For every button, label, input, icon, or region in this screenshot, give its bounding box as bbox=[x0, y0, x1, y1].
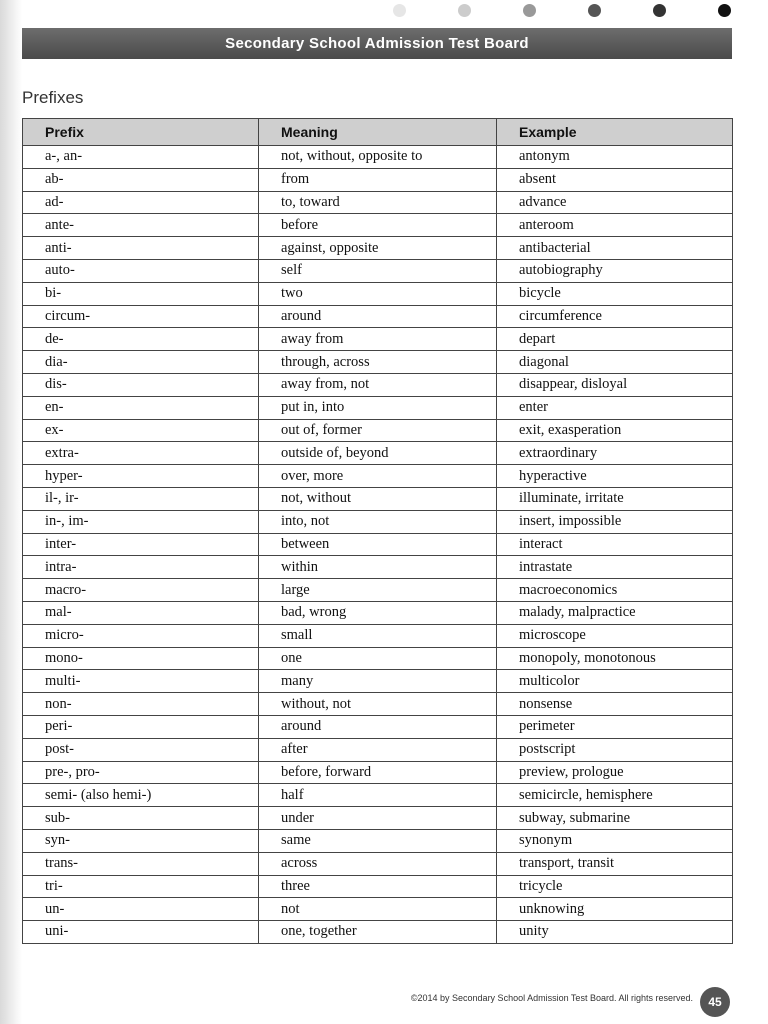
prefix-cell: anti- bbox=[23, 237, 259, 260]
example-cell: bicycle bbox=[497, 282, 733, 305]
prefix-cell: mono- bbox=[23, 647, 259, 670]
table-row bbox=[23, 624, 733, 647]
meaning-cell: out of, former bbox=[259, 419, 497, 442]
prefix-cell: pre-, pro- bbox=[23, 761, 259, 784]
column-header-prefix: Prefix bbox=[23, 119, 259, 146]
prefix-cell: sub- bbox=[23, 807, 259, 830]
meaning-cell: against, opposite bbox=[259, 237, 497, 260]
example-cell: perimeter bbox=[497, 715, 733, 738]
prefix-cell: trans- bbox=[23, 852, 259, 875]
table-row bbox=[23, 829, 733, 852]
example-cell: absent bbox=[497, 168, 733, 191]
table-row bbox=[23, 784, 733, 807]
table-row bbox=[23, 487, 733, 510]
decorative-dot bbox=[393, 4, 406, 17]
prefix-cell: in-, im- bbox=[23, 510, 259, 533]
prefix-cell: bi- bbox=[23, 282, 259, 305]
example-cell: transport, transit bbox=[497, 852, 733, 875]
meaning-cell: over, more bbox=[259, 465, 497, 488]
table-row bbox=[23, 579, 733, 602]
example-cell: postscript bbox=[497, 738, 733, 761]
prefix-cell: syn- bbox=[23, 829, 259, 852]
meaning-cell: same bbox=[259, 829, 497, 852]
prefixes-table bbox=[22, 118, 733, 944]
prefix-cell: un- bbox=[23, 898, 259, 921]
table-row bbox=[23, 168, 733, 191]
table-row bbox=[23, 715, 733, 738]
prefix-cell: auto- bbox=[23, 259, 259, 282]
table-row bbox=[23, 852, 733, 875]
example-cell: extraordinary bbox=[497, 442, 733, 465]
table-row bbox=[23, 237, 733, 260]
copyright-notice: ©2014 by Secondary School Admission Test Board. All rights reserved. bbox=[410, 993, 693, 1003]
meaning-cell: across bbox=[259, 852, 497, 875]
prefix-cell: micro- bbox=[23, 624, 259, 647]
meaning-cell: not, without, opposite to bbox=[259, 146, 497, 169]
meaning-cell: large bbox=[259, 579, 497, 602]
table-row bbox=[23, 601, 733, 624]
example-cell: antonym bbox=[497, 146, 733, 169]
meaning-cell: around bbox=[259, 305, 497, 328]
meaning-cell: not, without bbox=[259, 487, 497, 510]
column-header-example: Example bbox=[497, 119, 733, 146]
example-cell: tricycle bbox=[497, 875, 733, 898]
prefix-cell: en- bbox=[23, 396, 259, 419]
meaning-cell: one, together bbox=[259, 921, 497, 944]
example-cell: synonym bbox=[497, 829, 733, 852]
example-cell: exit, exasperation bbox=[497, 419, 733, 442]
meaning-cell: into, not bbox=[259, 510, 497, 533]
meaning-cell: between bbox=[259, 533, 497, 556]
prefix-cell: extra- bbox=[23, 442, 259, 465]
table-row bbox=[23, 898, 733, 921]
meaning-cell: small bbox=[259, 624, 497, 647]
example-cell: unknowing bbox=[497, 898, 733, 921]
meaning-cell: without, not bbox=[259, 693, 497, 716]
example-cell: diagonal bbox=[497, 351, 733, 374]
page-edge-shadow bbox=[0, 0, 22, 1024]
example-cell: unity bbox=[497, 921, 733, 944]
example-cell: monopoly, monotonous bbox=[497, 647, 733, 670]
example-cell: intrastate bbox=[497, 556, 733, 579]
decorative-dot bbox=[653, 4, 666, 17]
prefix-cell: mal- bbox=[23, 601, 259, 624]
example-cell: semicircle, hemisphere bbox=[497, 784, 733, 807]
prefix-cell: ante- bbox=[23, 214, 259, 237]
table-row bbox=[23, 442, 733, 465]
example-cell: circumference bbox=[497, 305, 733, 328]
header-title: Secondary School Admission Test Board bbox=[225, 35, 529, 52]
prefix-cell: peri- bbox=[23, 715, 259, 738]
table-row bbox=[23, 693, 733, 716]
example-cell: malady, malpractice bbox=[497, 601, 733, 624]
page-header-bar bbox=[22, 28, 732, 59]
prefix-cell: macro- bbox=[23, 579, 259, 602]
table-row bbox=[23, 146, 733, 169]
table-row bbox=[23, 191, 733, 214]
table-row bbox=[23, 761, 733, 784]
prefix-cell: a-, an- bbox=[23, 146, 259, 169]
example-cell: antibacterial bbox=[497, 237, 733, 260]
table-row bbox=[23, 259, 733, 282]
example-cell: preview, prologue bbox=[497, 761, 733, 784]
meaning-cell: from bbox=[259, 168, 497, 191]
table-row bbox=[23, 738, 733, 761]
table-row bbox=[23, 647, 733, 670]
meaning-cell: away from, not bbox=[259, 373, 497, 396]
table-row bbox=[23, 807, 733, 830]
table-row bbox=[23, 670, 733, 693]
meaning-cell: many bbox=[259, 670, 497, 693]
example-cell: depart bbox=[497, 328, 733, 351]
meaning-cell: put in, into bbox=[259, 396, 497, 419]
prefix-cell: ex- bbox=[23, 419, 259, 442]
meaning-cell: away from bbox=[259, 328, 497, 351]
page-number-badge: 45 bbox=[700, 987, 730, 1017]
table-row bbox=[23, 373, 733, 396]
meaning-cell: two bbox=[259, 282, 497, 305]
decorative-dot bbox=[718, 4, 731, 17]
prefix-cell: dis- bbox=[23, 373, 259, 396]
prefix-cell: de- bbox=[23, 328, 259, 351]
example-cell: hyperactive bbox=[497, 465, 733, 488]
example-cell: advance bbox=[497, 191, 733, 214]
example-cell: multicolor bbox=[497, 670, 733, 693]
table-row bbox=[23, 351, 733, 374]
section-title: Prefixes bbox=[22, 88, 84, 107]
prefix-cell: tri- bbox=[23, 875, 259, 898]
prefix-cell: uni- bbox=[23, 921, 259, 944]
table-row bbox=[23, 214, 733, 237]
prefix-cell: il-, ir- bbox=[23, 487, 259, 510]
meaning-cell: outside of, beyond bbox=[259, 442, 497, 465]
meaning-cell: three bbox=[259, 875, 497, 898]
example-cell: illuminate, irritate bbox=[497, 487, 733, 510]
prefix-cell: semi- (also hemi-) bbox=[23, 784, 259, 807]
example-cell: insert, impossible bbox=[497, 510, 733, 533]
decorative-dot bbox=[588, 4, 601, 17]
example-cell: nonsense bbox=[497, 693, 733, 716]
prefix-cell: hyper- bbox=[23, 465, 259, 488]
table-header-row bbox=[23, 119, 733, 146]
meaning-cell: self bbox=[259, 259, 497, 282]
example-cell: anteroom bbox=[497, 214, 733, 237]
meaning-cell: one bbox=[259, 647, 497, 670]
meaning-cell: not bbox=[259, 898, 497, 921]
table-row bbox=[23, 328, 733, 351]
prefix-cell: post- bbox=[23, 738, 259, 761]
prefix-cell: circum- bbox=[23, 305, 259, 328]
prefix-cell: multi- bbox=[23, 670, 259, 693]
example-cell: disappear, disloyal bbox=[497, 373, 733, 396]
decorative-dots bbox=[0, 4, 768, 20]
prefix-cell: dia- bbox=[23, 351, 259, 374]
table-row bbox=[23, 419, 733, 442]
column-header-meaning: Meaning bbox=[259, 119, 497, 146]
prefix-cell: inter- bbox=[23, 533, 259, 556]
example-cell: subway, submarine bbox=[497, 807, 733, 830]
meaning-cell: to, toward bbox=[259, 191, 497, 214]
table-row bbox=[23, 396, 733, 419]
meaning-cell: before, forward bbox=[259, 761, 497, 784]
meaning-cell: around bbox=[259, 715, 497, 738]
meaning-cell: under bbox=[259, 807, 497, 830]
table-row bbox=[23, 510, 733, 533]
meaning-cell: through, across bbox=[259, 351, 497, 374]
meaning-cell: within bbox=[259, 556, 497, 579]
prefix-cell: intra- bbox=[23, 556, 259, 579]
example-cell: autobiography bbox=[497, 259, 733, 282]
table-row bbox=[23, 465, 733, 488]
prefix-cell: non- bbox=[23, 693, 259, 716]
table-row bbox=[23, 533, 733, 556]
example-cell: microscope bbox=[497, 624, 733, 647]
table-body bbox=[23, 146, 733, 944]
table-row bbox=[23, 305, 733, 328]
prefix-cell: ab- bbox=[23, 168, 259, 191]
meaning-cell: bad, wrong bbox=[259, 601, 497, 624]
meaning-cell: half bbox=[259, 784, 497, 807]
table-row bbox=[23, 556, 733, 579]
example-cell: enter bbox=[497, 396, 733, 419]
table-row bbox=[23, 921, 733, 944]
prefix-cell: ad- bbox=[23, 191, 259, 214]
meaning-cell: after bbox=[259, 738, 497, 761]
meaning-cell: before bbox=[259, 214, 497, 237]
table-row bbox=[23, 875, 733, 898]
example-cell: interact bbox=[497, 533, 733, 556]
decorative-dot bbox=[523, 4, 536, 17]
table-row bbox=[23, 282, 733, 305]
example-cell: macroeconomics bbox=[497, 579, 733, 602]
decorative-dot bbox=[458, 4, 471, 17]
